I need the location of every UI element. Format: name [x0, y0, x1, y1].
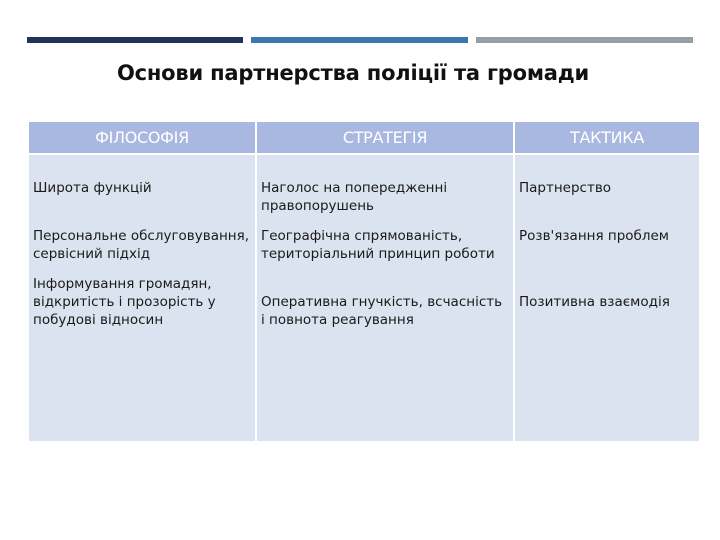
cell-philosophy: [28, 154, 256, 442]
list-item: Розв'язання проблем: [519, 228, 669, 244]
list-item: Оперативна гнучкість, всчасність і повнота реагування: [261, 294, 503, 328]
list-item: Наголос на попередженні правопорушень: [261, 180, 448, 214]
comparison-table: [27, 120, 701, 443]
list-item: Інформування громадян, відкритість і прозорість у побудові відносин: [33, 276, 216, 328]
decorative-top-bars: [27, 37, 693, 43]
list-item: Партнерство: [519, 180, 612, 196]
decorative-bar-blue: [251, 37, 468, 43]
cell-tactics: [514, 154, 700, 442]
header-row: [28, 121, 700, 154]
header-strategy: СТРАТЕГІЯ: [256, 121, 514, 154]
table-row: [28, 154, 700, 442]
list-item: Персональне обслуговування, сервісний підхід: [33, 228, 250, 262]
list-item: Географічна спрямованість, територіальний принцип роботи: [261, 228, 495, 262]
list-item: Позитивна взаємодія: [519, 294, 670, 310]
slide-title: Основи партнерства поліції та громади: [116, 61, 590, 85]
decorative-bar-dark: [27, 37, 243, 43]
cell-strategy: [256, 154, 514, 442]
header-philosophy: ФІЛОСОФІЯ: [28, 121, 256, 154]
decorative-bar-gray: [476, 37, 693, 43]
list-item: Широта функцій: [33, 180, 152, 196]
header-tactics: ТАКТИКА: [514, 121, 700, 154]
